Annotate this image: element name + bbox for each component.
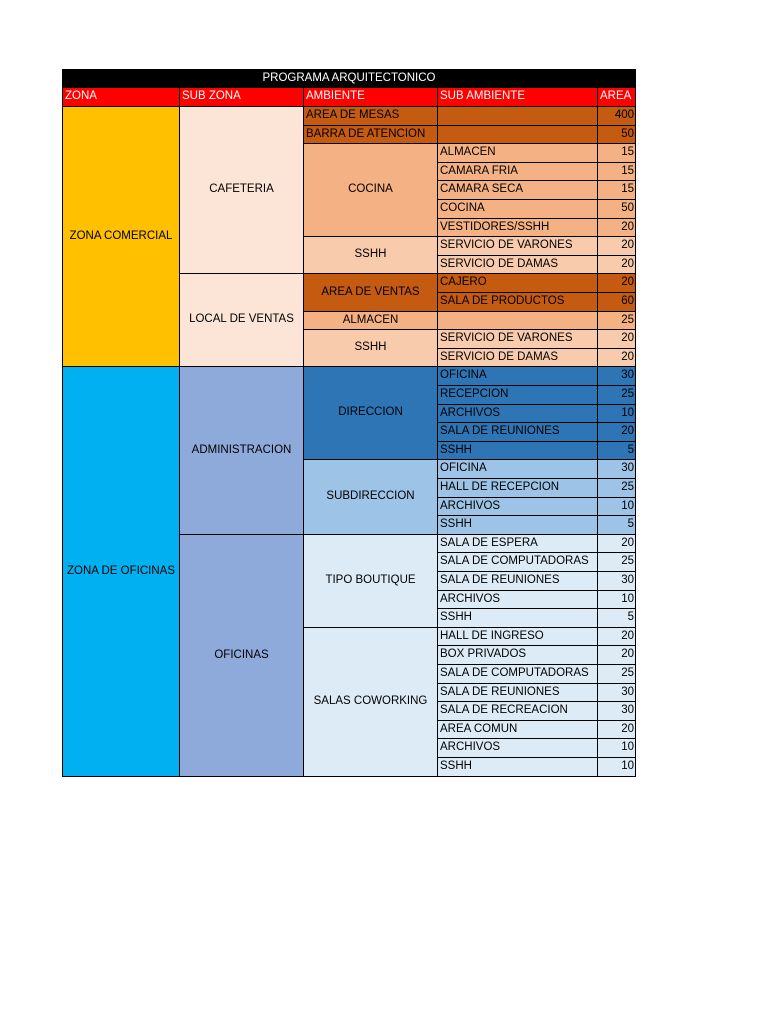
sub-ambiente-cell: SALA DE ESPERA: [437, 534, 598, 553]
sub-ambiente-cell: ALMACEN: [437, 143, 598, 163]
ambiente-cell: SSHH: [303, 329, 438, 367]
header-sub-ambiente: SUB AMBIENTE: [437, 87, 598, 107]
sub-ambiente-cell: SERVICIO DE DAMAS: [437, 348, 598, 367]
area-cell: 10: [597, 738, 636, 758]
area-cell: 20: [597, 422, 636, 442]
sub-ambiente-cell: SALA DE REUNIONES: [437, 571, 598, 591]
sub-ambiente-cell: SALA DE COMPUTADORAS: [437, 664, 598, 684]
sub-ambiente-cell: SALA DE COMPUTADORAS: [437, 552, 598, 572]
sub-ambiente-cell: SERVICIO DE VARONES: [437, 329, 598, 349]
sub-ambiente-cell: SSHH: [437, 608, 598, 628]
table-title: PROGRAMA ARQUITECTONICO: [62, 69, 636, 88]
header-zona: ZONA: [62, 87, 180, 107]
area-cell: 25: [597, 311, 636, 330]
sub-ambiente-cell: RECEPCION: [437, 385, 598, 405]
ambiente-cell: SSHH: [303, 236, 438, 274]
sub-ambiente-cell: OFICINA: [437, 366, 598, 386]
area-cell: 5: [597, 608, 636, 628]
ambiente-cell: AREA DE MESAS: [303, 106, 438, 126]
area-cell: 20: [597, 273, 636, 293]
sub-ambiente-cell: AREA COMUN: [437, 720, 598, 739]
area-cell: 25: [597, 478, 636, 498]
sub-ambiente-cell: COCINA: [437, 199, 598, 219]
header-sub-zona: SUB ZONA: [179, 87, 304, 107]
sub-ambiente-cell: SALA DE PRODUCTOS: [437, 292, 598, 312]
area-cell: 20: [597, 218, 636, 237]
zona-cell: ZONA COMERCIAL: [62, 106, 180, 367]
header-area: AREA: [597, 87, 636, 107]
area-cell: 50: [597, 125, 636, 144]
sub-ambiente-cell: CAMARA SECA: [437, 180, 598, 200]
area-cell: 20: [597, 348, 636, 367]
area-cell: 20: [597, 534, 636, 553]
area-cell: 20: [597, 236, 636, 256]
ambiente-cell: SUBDIRECCION: [303, 459, 438, 535]
area-cell: 400: [597, 106, 636, 126]
ambiente-cell: ALMACEN: [303, 311, 438, 330]
sub-ambiente-cell: SSHH: [437, 515, 598, 535]
sub-ambiente-cell: CAMARA FRIA: [437, 162, 598, 181]
sub-zona-cell: OFICINAS: [179, 534, 304, 777]
area-cell: 5: [597, 441, 636, 460]
area-cell: 20: [597, 255, 636, 274]
area-cell: 25: [597, 552, 636, 572]
ambiente-cell: COCINA: [303, 143, 438, 237]
sub-ambiente-cell: HALL DE INGRESO: [437, 627, 598, 646]
area-cell: 60: [597, 292, 636, 312]
sub-ambiente-cell: CAJERO: [437, 273, 598, 293]
sub-zona-cell: LOCAL DE VENTAS: [179, 273, 304, 367]
area-cell: 10: [597, 497, 636, 516]
sub-zona-cell: ADMINISTRACION: [179, 366, 304, 535]
sub-ambiente-cell: VESTIDORES/SSHH: [437, 218, 598, 237]
ambiente-cell: AREA DE VENTAS: [303, 273, 438, 312]
area-cell: 20: [597, 627, 636, 646]
area-cell: 10: [597, 757, 636, 777]
area-cell: 30: [597, 366, 636, 386]
sub-ambiente-cell: SALA DE REUNIONES: [437, 422, 598, 442]
sub-ambiente-cell: ARCHIVOS: [437, 590, 598, 609]
ambiente-cell: DIRECCION: [303, 366, 438, 460]
sub-zona-cell: CAFETERIA: [179, 106, 304, 274]
area-cell: 50: [597, 199, 636, 219]
architectural-program-table: [62, 69, 635, 777]
ambiente-cell: SALAS COWORKING: [303, 627, 438, 777]
sub-ambiente-cell: SALA DE REUNIONES: [437, 683, 598, 702]
area-cell: 15: [597, 143, 636, 163]
sub-ambiente-cell: [437, 106, 598, 126]
area-cell: 30: [597, 459, 636, 479]
sub-ambiente-cell: ARCHIVOS: [437, 738, 598, 758]
sub-ambiente-cell: [437, 125, 598, 144]
area-cell: 15: [597, 162, 636, 181]
sub-ambiente-cell: SERVICIO DE VARONES: [437, 236, 598, 256]
area-cell: 20: [597, 720, 636, 739]
area-cell: 25: [597, 664, 636, 684]
area-cell: 25: [597, 385, 636, 405]
sub-ambiente-cell: ARCHIVOS: [437, 404, 598, 423]
area-cell: 30: [597, 683, 636, 702]
sub-ambiente-cell: HALL DE RECEPCION: [437, 478, 598, 498]
sub-ambiente-cell: SERVICIO DE DAMAS: [437, 255, 598, 274]
sub-ambiente-cell: SSHH: [437, 757, 598, 777]
sub-ambiente-cell: [437, 311, 598, 330]
area-cell: 10: [597, 404, 636, 423]
area-cell: 20: [597, 329, 636, 349]
area-cell: 30: [597, 571, 636, 591]
sub-ambiente-cell: SSHH: [437, 441, 598, 460]
area-cell: 5: [597, 515, 636, 535]
sub-ambiente-cell: ARCHIVOS: [437, 497, 598, 516]
ambiente-cell: BARRA DE ATENCION: [303, 125, 438, 144]
area-cell: 15: [597, 180, 636, 200]
header-ambiente: AMBIENTE: [303, 87, 438, 107]
zona-cell: ZONA DE OFICINAS: [62, 366, 180, 777]
ambiente-cell: TIPO BOUTIQUE: [303, 534, 438, 628]
sub-ambiente-cell: OFICINA: [437, 459, 598, 479]
sub-ambiente-cell: BOX PRIVADOS: [437, 645, 598, 665]
sub-ambiente-cell: SALA DE RECREACION: [437, 701, 598, 721]
area-cell: 30: [597, 701, 636, 721]
area-cell: 20: [597, 645, 636, 665]
area-cell: 10: [597, 590, 636, 609]
